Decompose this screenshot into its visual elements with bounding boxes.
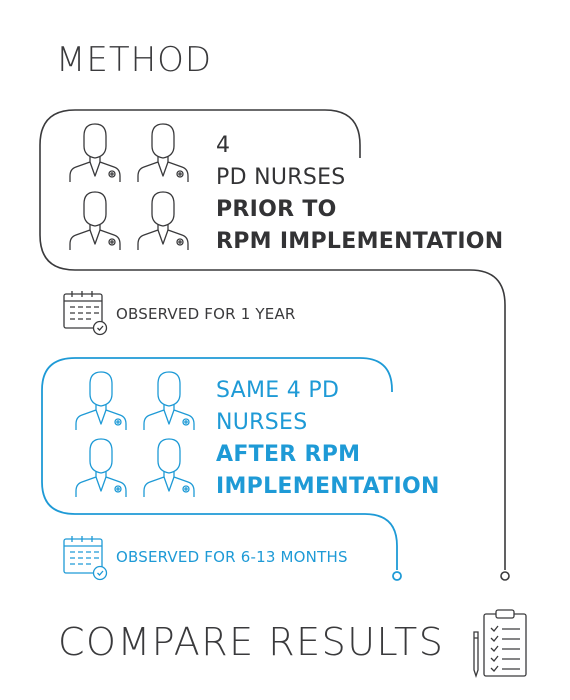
nurse-icon [140,370,198,432]
timing-line-2: RPM IMPLEMENTATION [216,229,504,254]
clipboard-checklist-icon [468,608,532,680]
end-dot-after [393,572,401,580]
timing-line-1: PRIOR TO [216,197,337,222]
nurse-count: 4 [216,133,231,158]
observation-after-text: OBSERVED FOR 6-13 MONTHS [116,548,348,566]
nurse-icon [134,122,192,184]
nurse-icon [66,190,124,252]
calendar-icon [62,534,110,582]
nurse-icon [66,122,124,184]
group-after-line-2: NURSES [216,410,308,435]
group-after-line-3: AFTER RPM [216,442,361,467]
nurse-role: PD NURSES [216,165,346,190]
end-dot-before [501,572,509,580]
group-before-label [216,130,504,258]
nurse-icon [72,370,130,432]
calendar-icon [62,289,110,337]
group-after-line-4: IMPLEMENTATION [216,474,440,499]
nurse-icon [134,190,192,252]
compare-results-title: COMPARE RESULTS [58,620,445,664]
method-title: METHOD [56,40,213,80]
group-after-line-1: SAME 4 PD [216,378,340,403]
observation-before-text: OBSERVED FOR 1 YEAR [116,305,296,323]
nurse-icon [72,437,130,499]
nurse-icon [140,437,198,499]
group-after-label [216,375,440,503]
